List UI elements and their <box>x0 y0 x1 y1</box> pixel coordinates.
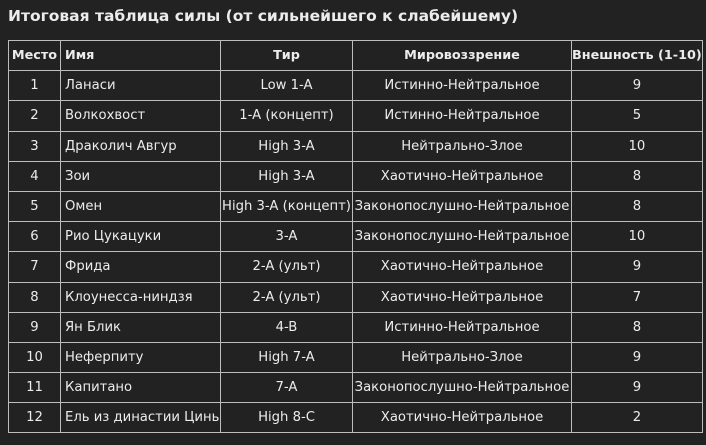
cell-alignment: Хаотично-Нейтральное <box>353 252 572 282</box>
cell-tier: 4-B <box>221 312 353 342</box>
column-header-tier: Тир <box>221 41 353 71</box>
cell-rank: 11 <box>9 373 61 403</box>
table-row <box>9 373 703 403</box>
cell-name: Зои <box>61 161 221 191</box>
cell-alignment: Законопослушно-Нейтральное <box>353 373 572 403</box>
cell-rank: 2 <box>9 101 61 131</box>
table-header-row <box>9 41 703 71</box>
cell-rank: 4 <box>9 161 61 191</box>
cell-name: Неферпиту <box>61 342 221 372</box>
table-row <box>9 131 703 161</box>
cell-name: Ланаси <box>61 71 221 101</box>
cell-looks: 8 <box>572 161 703 191</box>
table-row <box>9 161 703 191</box>
cell-tier: 1-A (концепт) <box>221 101 353 131</box>
cell-rank: 3 <box>9 131 61 161</box>
cell-rank: 12 <box>9 403 61 433</box>
cell-alignment: Законопослушно-Нейтральное <box>353 222 572 252</box>
cell-looks: 9 <box>572 373 703 403</box>
cell-alignment: Хаотично-Нейтральное <box>353 403 572 433</box>
table-row <box>9 222 703 252</box>
cell-alignment: Нейтрально-Злое <box>353 131 572 161</box>
column-header-rank: Место <box>9 41 61 71</box>
cell-rank: 10 <box>9 342 61 372</box>
cell-rank: 7 <box>9 252 61 282</box>
cell-tier: High 3-A <box>221 161 353 191</box>
cell-alignment: Хаотично-Нейтральное <box>353 161 572 191</box>
cell-looks: 9 <box>572 342 703 372</box>
cell-rank: 9 <box>9 312 61 342</box>
cell-name: Волкохвост <box>61 101 221 131</box>
cell-tier: Low 1-A <box>221 71 353 101</box>
cell-rank: 1 <box>9 71 61 101</box>
table-row <box>9 312 703 342</box>
cell-name: Омен <box>61 191 221 221</box>
cell-tier: High 8-C <box>221 403 353 433</box>
cell-alignment: Истинно-Нейтральное <box>353 312 572 342</box>
cell-looks: 9 <box>572 252 703 282</box>
column-header-looks: Внешность (1-10) <box>572 41 703 71</box>
cell-tier: 3-A <box>221 222 353 252</box>
cell-name: Фрида <box>61 252 221 282</box>
table-row <box>9 282 703 312</box>
cell-looks: 10 <box>572 131 703 161</box>
cell-name: Капитано <box>61 373 221 403</box>
table-row <box>9 101 703 131</box>
cell-alignment: Законопослушно-Нейтральное <box>353 191 572 221</box>
cell-looks: 5 <box>572 101 703 131</box>
cell-looks: 9 <box>572 71 703 101</box>
cell-tier: High 3-A (концепт) <box>221 191 353 221</box>
table-row <box>9 252 703 282</box>
cell-looks: 8 <box>572 191 703 221</box>
table-row <box>9 71 703 101</box>
table-row <box>9 342 703 372</box>
power-table <box>8 40 703 433</box>
cell-alignment: Истинно-Нейтральное <box>353 71 572 101</box>
cell-looks: 8 <box>572 312 703 342</box>
cell-tier: 2-A (ульт) <box>221 252 353 282</box>
cell-looks: 2 <box>572 403 703 433</box>
cell-looks: 7 <box>572 282 703 312</box>
cell-tier: High 3-A <box>221 131 353 161</box>
column-header-alignment: Мировоззрение <box>353 41 572 71</box>
cell-rank: 6 <box>9 222 61 252</box>
cell-name: Ян Блик <box>61 312 221 342</box>
table-row <box>9 403 703 433</box>
table-row <box>9 191 703 221</box>
cell-rank: 5 <box>9 191 61 221</box>
cell-alignment: Истинно-Нейтральное <box>353 101 572 131</box>
cell-tier: 2-A (ульт) <box>221 282 353 312</box>
cell-alignment: Хаотично-Нейтральное <box>353 282 572 312</box>
page-title: Итоговая таблица силы (от сильнейшего к слабейшему) <box>8 7 519 25</box>
cell-name: Клоунесса-ниндзя <box>61 282 221 312</box>
cell-name: Драколич Авгур <box>61 131 221 161</box>
cell-alignment: Нейтрально-Злое <box>353 342 572 372</box>
column-header-name: Имя <box>61 41 221 71</box>
cell-name: Ель из династии Цинь <box>61 403 221 433</box>
cell-name: Рио Цукацуки <box>61 222 221 252</box>
cell-tier: High 7-A <box>221 342 353 372</box>
cell-tier: 7-A <box>221 373 353 403</box>
cell-rank: 8 <box>9 282 61 312</box>
cell-looks: 10 <box>572 222 703 252</box>
